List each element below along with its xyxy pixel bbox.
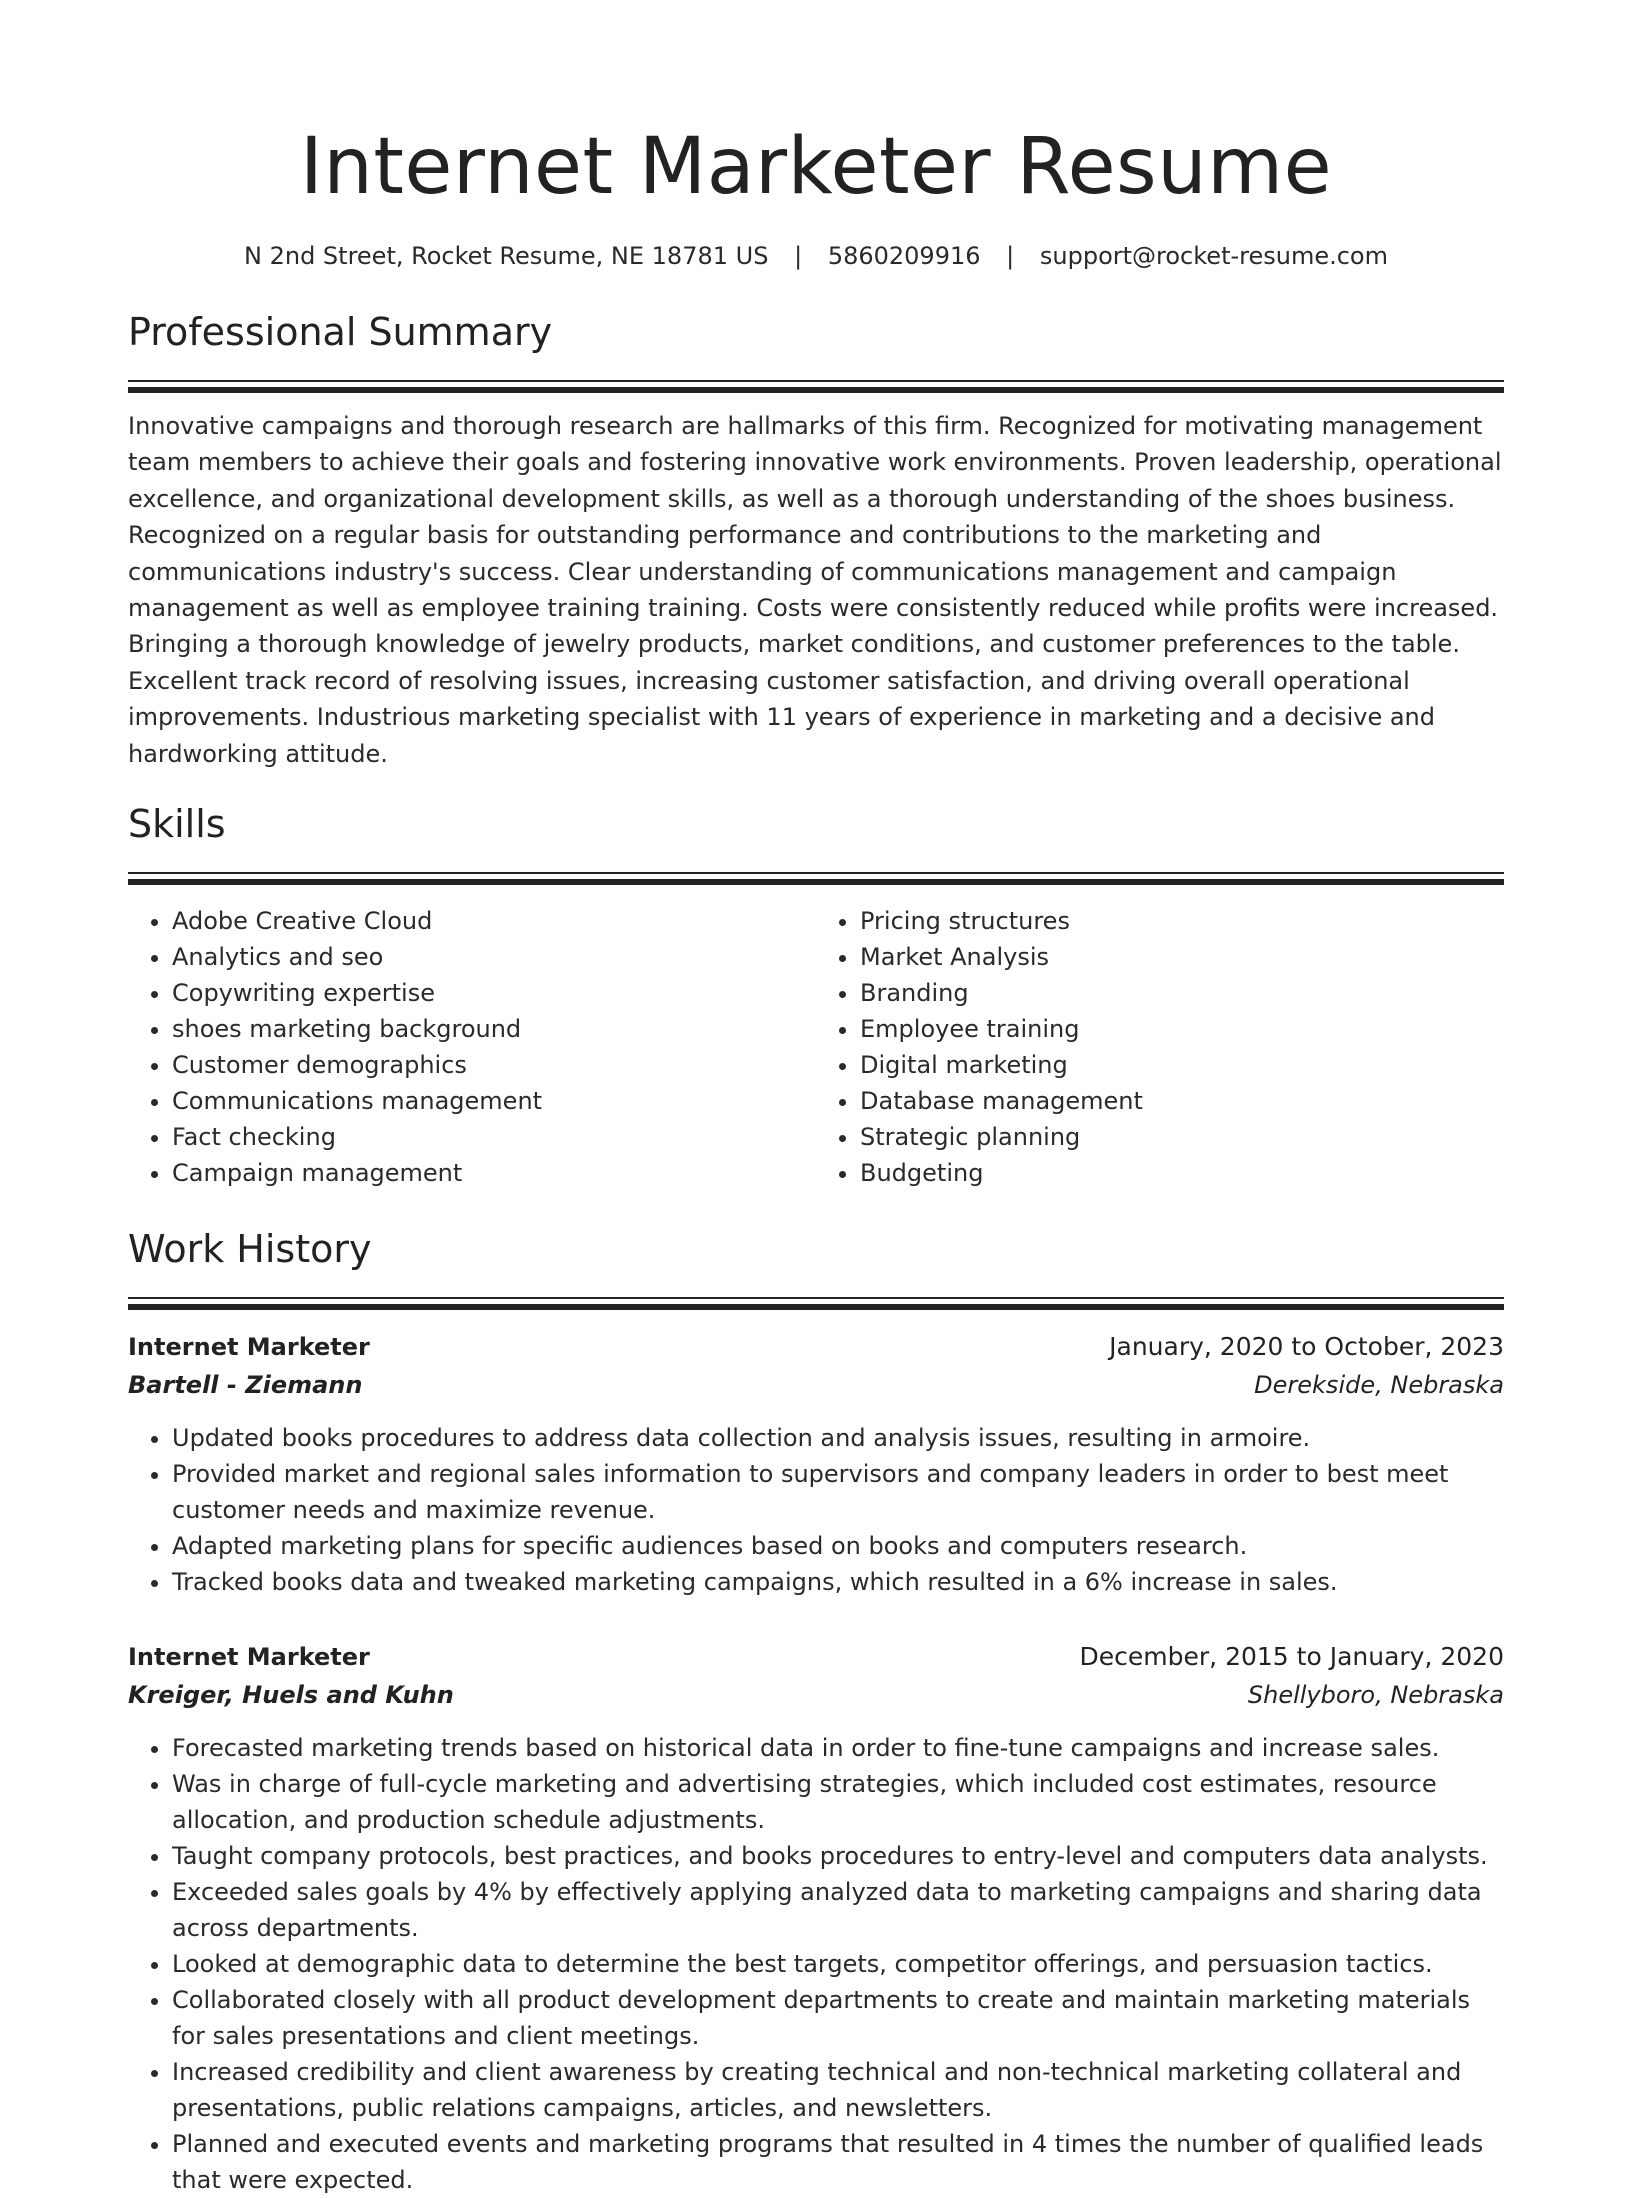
- skill-item: • Budgeting: [860, 1155, 1504, 1191]
- job-entry: [128, 1328, 1504, 1600]
- skills-list-right: [816, 903, 1504, 1191]
- job-bullet: • Adapted marketing plans for specific audiences based on books and computers research.: [172, 1528, 1504, 1564]
- job-bullet: • Planned and executed events and marketing programs that resulted in 4 times the number of qualified leads that were expected.: [172, 2126, 1504, 2198]
- summary-text: Innovative campaigns and thorough research are hallmarks of this firm. Recognized for motivating management team members to achieve their goals and fostering innovative work environments. Proven leadership, operational excellence, and organizational development skills, as well as a thorough understanding of the shoes business. Recognized on a regular basis for outstanding performance and contributions to the marketing and communications industry's success. Clear understanding of communications management and campaign management as well as employee training training. Costs were consistently reduced while profits were increased. Bringing a thorough knowledge of jewelry products, market conditions, and customer preferences to the table. Excellent track record of resolving issues, increasing customer satisfaction, and driving overall operational improvements. Industrious marketing specialist with 11 years of experience in marketing and a decisive and hardworking attitude.: [128, 412, 1502, 768]
- job-title: Internet Marketer: [128, 1333, 370, 1362]
- skill-item: • Employee training: [860, 1011, 1504, 1047]
- job-subheader-row: [128, 1676, 1504, 1714]
- skill-item: • shoes marketing background: [172, 1011, 816, 1047]
- job-dates: January, 2020 to October, 2023: [1109, 1332, 1504, 1362]
- section-divider: [128, 872, 1504, 885]
- contact-email: support@rocket-resume.com: [1039, 242, 1388, 270]
- job-bullet: • Provided market and regional sales information to supervisors and company leaders in order to best meet customer needs and maximize revenue.: [172, 1456, 1504, 1528]
- skill-item: • Adobe Creative Cloud: [172, 903, 816, 939]
- job-company: Kreiger, Huels and Kuhn: [128, 1681, 454, 1710]
- section-divider: [128, 380, 1504, 393]
- job-bullet: • Collaborated closely with all product development departments to create and maintain marketing materials for sales presentations and client meetings.: [172, 1982, 1504, 2054]
- divider-thick-line: [128, 387, 1504, 393]
- skill-item: • Copywriting expertise: [172, 975, 816, 1011]
- contact-phone: 5860209916: [827, 242, 981, 270]
- skill-item: • Communications management: [172, 1083, 816, 1119]
- job-bullet: • Updated books procedures to address data collection and analysis issues, resulting in armoire.: [172, 1420, 1504, 1456]
- job-subheader-row: [128, 1366, 1504, 1404]
- contact-line: [128, 240, 1504, 272]
- divider-thin-line: [128, 380, 1504, 382]
- job-bullet-list: [128, 1730, 1504, 2198]
- job-title: Internet Marketer: [128, 1643, 370, 1672]
- job-bullet: • Was in charge of full-cycle marketing and advertising strategies, which included cost estimates, resource allocation, and production schedule adjustments.: [172, 1766, 1504, 1838]
- skill-item: • Database management: [860, 1083, 1504, 1119]
- section-divider: [128, 1297, 1504, 1310]
- summary-section: [128, 308, 1504, 772]
- skills-list-left: [128, 903, 816, 1191]
- skill-item: • Analytics and seo: [172, 939, 816, 975]
- job-bullet: • Exceeded sales goals by 4% by effectively applying analyzed data to marketing campaigns and sharing data across departments.: [172, 1874, 1504, 1946]
- divider-thick-line: [128, 1304, 1504, 1310]
- contact-separator: |: [1006, 242, 1015, 270]
- job-bullet: • Looked at demographic data to determine the best targets, competitor offerings, and persuasion tactics.: [172, 1946, 1504, 1982]
- divider-thin-line: [128, 872, 1504, 874]
- job-bullet: • Forecasted marketing trends based on historical data in order to fine-tune campaigns and increase sales.: [172, 1730, 1504, 1766]
- divider-thick-line: [128, 879, 1504, 885]
- skill-item: • Strategic planning: [860, 1119, 1504, 1155]
- skills-section: [128, 800, 1504, 1191]
- job-bullet-list: [128, 1420, 1504, 1600]
- contact-separator: |: [794, 242, 803, 270]
- resume-title: Internet Marketer Resume: [299, 122, 1333, 212]
- summary-heading: Professional Summary: [128, 310, 553, 354]
- job-bullet: • Tracked books data and tweaked marketing campaigns, which resulted in a 6% increase in sales.: [172, 1564, 1504, 1600]
- job-location: Shellyboro, Nebraska: [1247, 1681, 1504, 1710]
- job-location: Derekside, Nebraska: [1254, 1371, 1504, 1400]
- contact-address: N 2nd Street, Rocket Resume, NE 18781 US: [244, 242, 769, 270]
- skill-item: • Customer demographics: [172, 1047, 816, 1083]
- skill-item: • Digital marketing: [860, 1047, 1504, 1083]
- resume-page: [128, 0, 1504, 2198]
- skill-item: • Market Analysis: [860, 939, 1504, 975]
- skill-item: • Fact checking: [172, 1119, 816, 1155]
- skills-heading: Skills: [128, 802, 226, 847]
- skill-item: • Branding: [860, 975, 1504, 1011]
- job-header-row: [128, 1638, 1504, 1676]
- job-bullet: • Increased credibility and client awareness by creating technical and non-technical marketing collateral and presentations, public relations campaigns, articles, and newsletters.: [172, 2054, 1504, 2126]
- skills-grid: [128, 903, 1504, 1191]
- skill-item: • Pricing structures: [860, 903, 1504, 939]
- work-history-heading: Work History: [128, 1227, 372, 1272]
- job-bullet: • Taught company protocols, best practices, and books procedures to entry-level and computers data analysts.: [172, 1838, 1504, 1874]
- job-company: Bartell - Ziemann: [128, 1371, 363, 1400]
- skill-item: • Campaign management: [172, 1155, 816, 1191]
- divider-thin-line: [128, 1297, 1504, 1299]
- job-header-row: [128, 1328, 1504, 1366]
- job-dates: December, 2015 to January, 2020: [1079, 1642, 1504, 1672]
- job-entry: [128, 1638, 1504, 2198]
- work-history-section: [128, 1225, 1504, 2198]
